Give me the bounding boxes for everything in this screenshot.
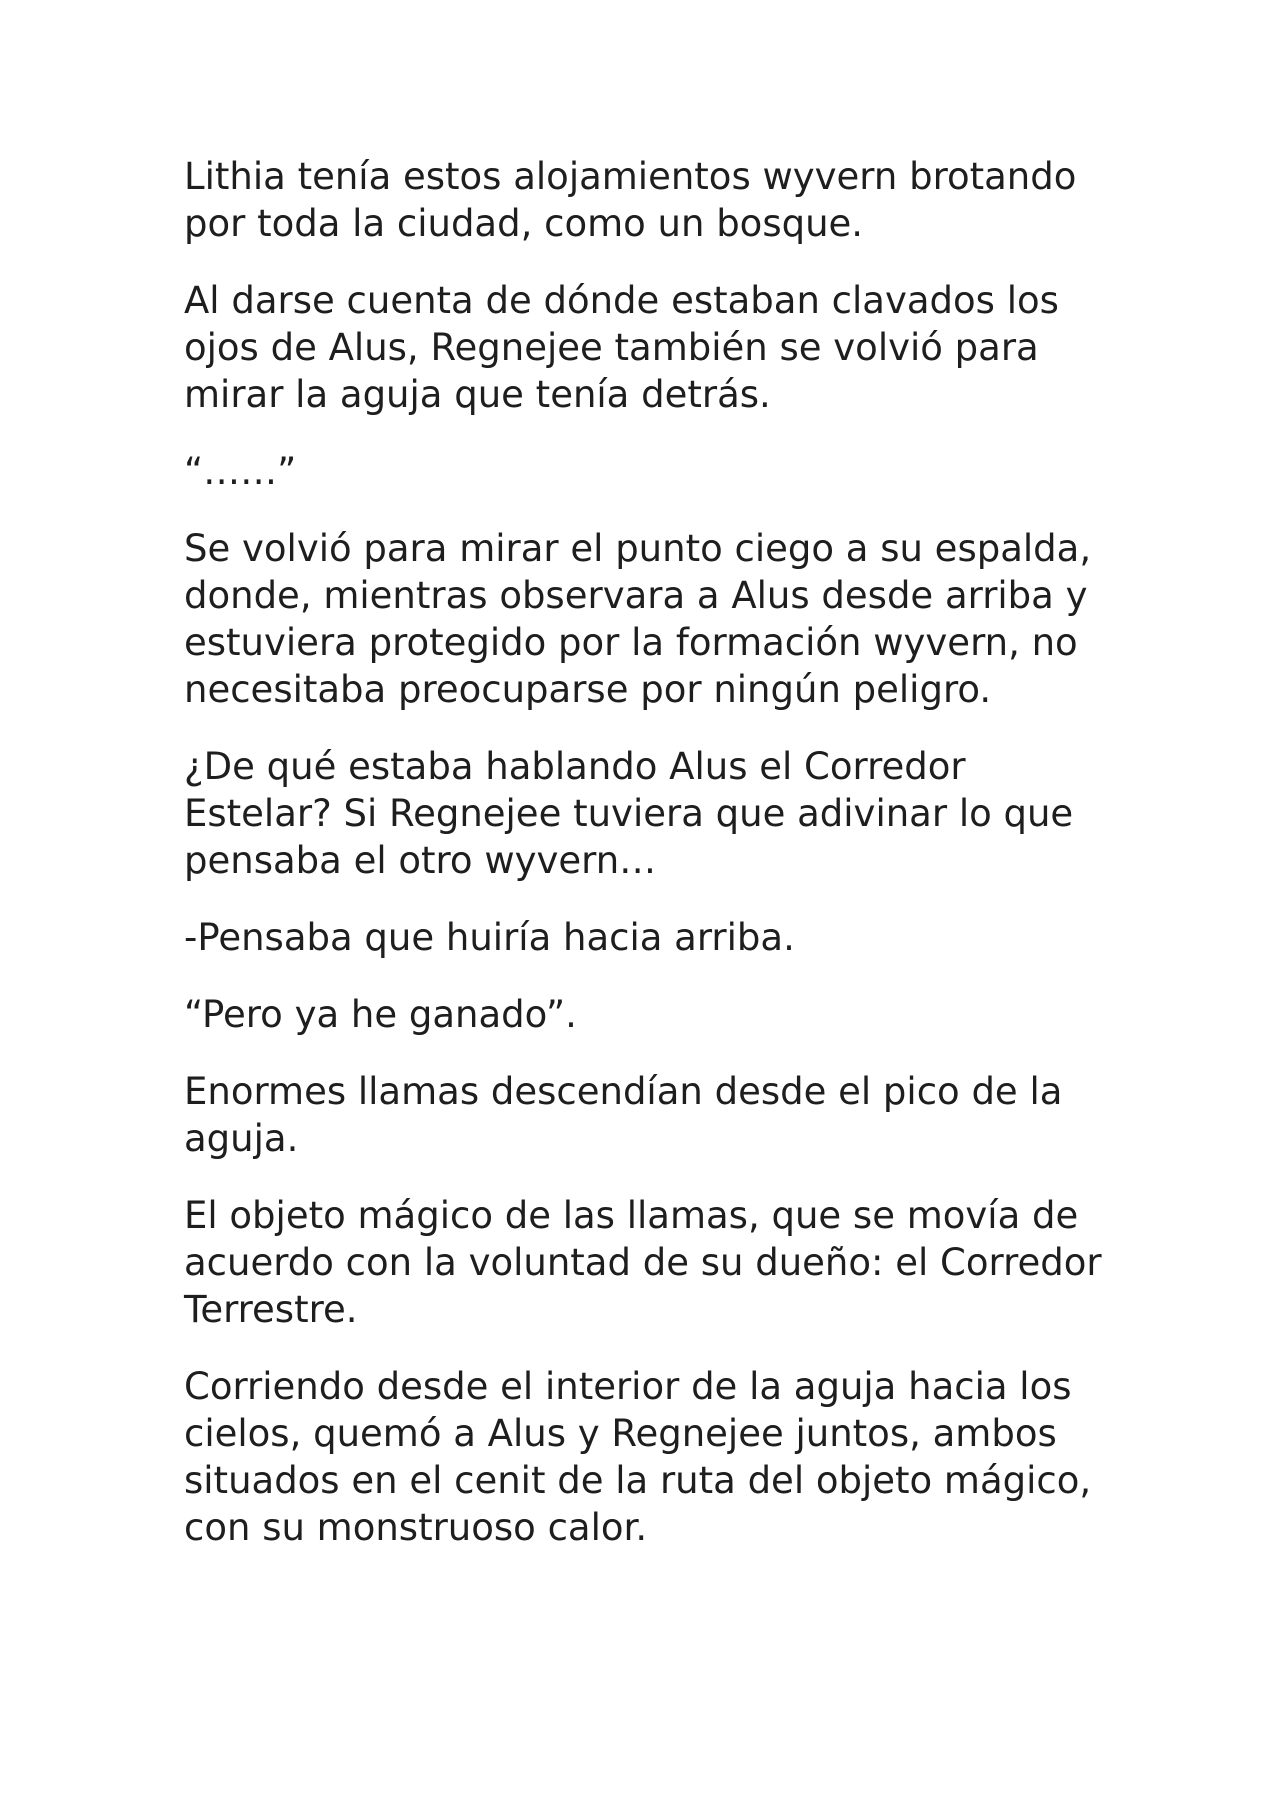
paragraph-3: “……”: [184, 450, 297, 493]
paragraph-8: Enormes llamas descendían desde el pico de la aguja.: [184, 1070, 1063, 1160]
paragraph-10: Corriendo desde el interior de la aguja hacia los cielos, quemó a Alus y Regnejee juntos, ambos situados en el cenit de la ruta del objeto mágico, con su monstruoso calor.: [184, 1365, 1092, 1549]
paragraph-1: Lithia tenía estos alojamientos wyvern brotando por toda la ciudad, como un bosque.: [184, 155, 1077, 245]
paragraph-5: ¿De qué estaba hablando Alus el Corredor Estelar? Si Regnejee tuviera que adivinar lo que pensaba el otro wyvern…: [184, 745, 1074, 882]
text-body: [184, 153, 1124, 1581]
paragraph-7: “Pero ya he ganado”.: [184, 993, 577, 1036]
paragraph-4: Se volvió para mirar el punto ciego a su espalda, donde, mientras observara a Alus desde arriba y estuviera protegido por la formación wyvern, no necesitaba preocuparse por ningún peligro.: [184, 527, 1092, 711]
paragraph-9: El objeto mágico de las llamas, que se movía de acuerdo con la voluntad de su dueño: el Corredor Terrestre.: [184, 1194, 1102, 1331]
paragraph-2: Al darse cuenta de dónde estaban clavados los ojos de Alus, Regnejee también se volvió para mirar la aguja que tenía detrás.: [184, 279, 1059, 416]
paragraph-6: -Pensaba que huiría hacia arriba.: [184, 916, 795, 959]
